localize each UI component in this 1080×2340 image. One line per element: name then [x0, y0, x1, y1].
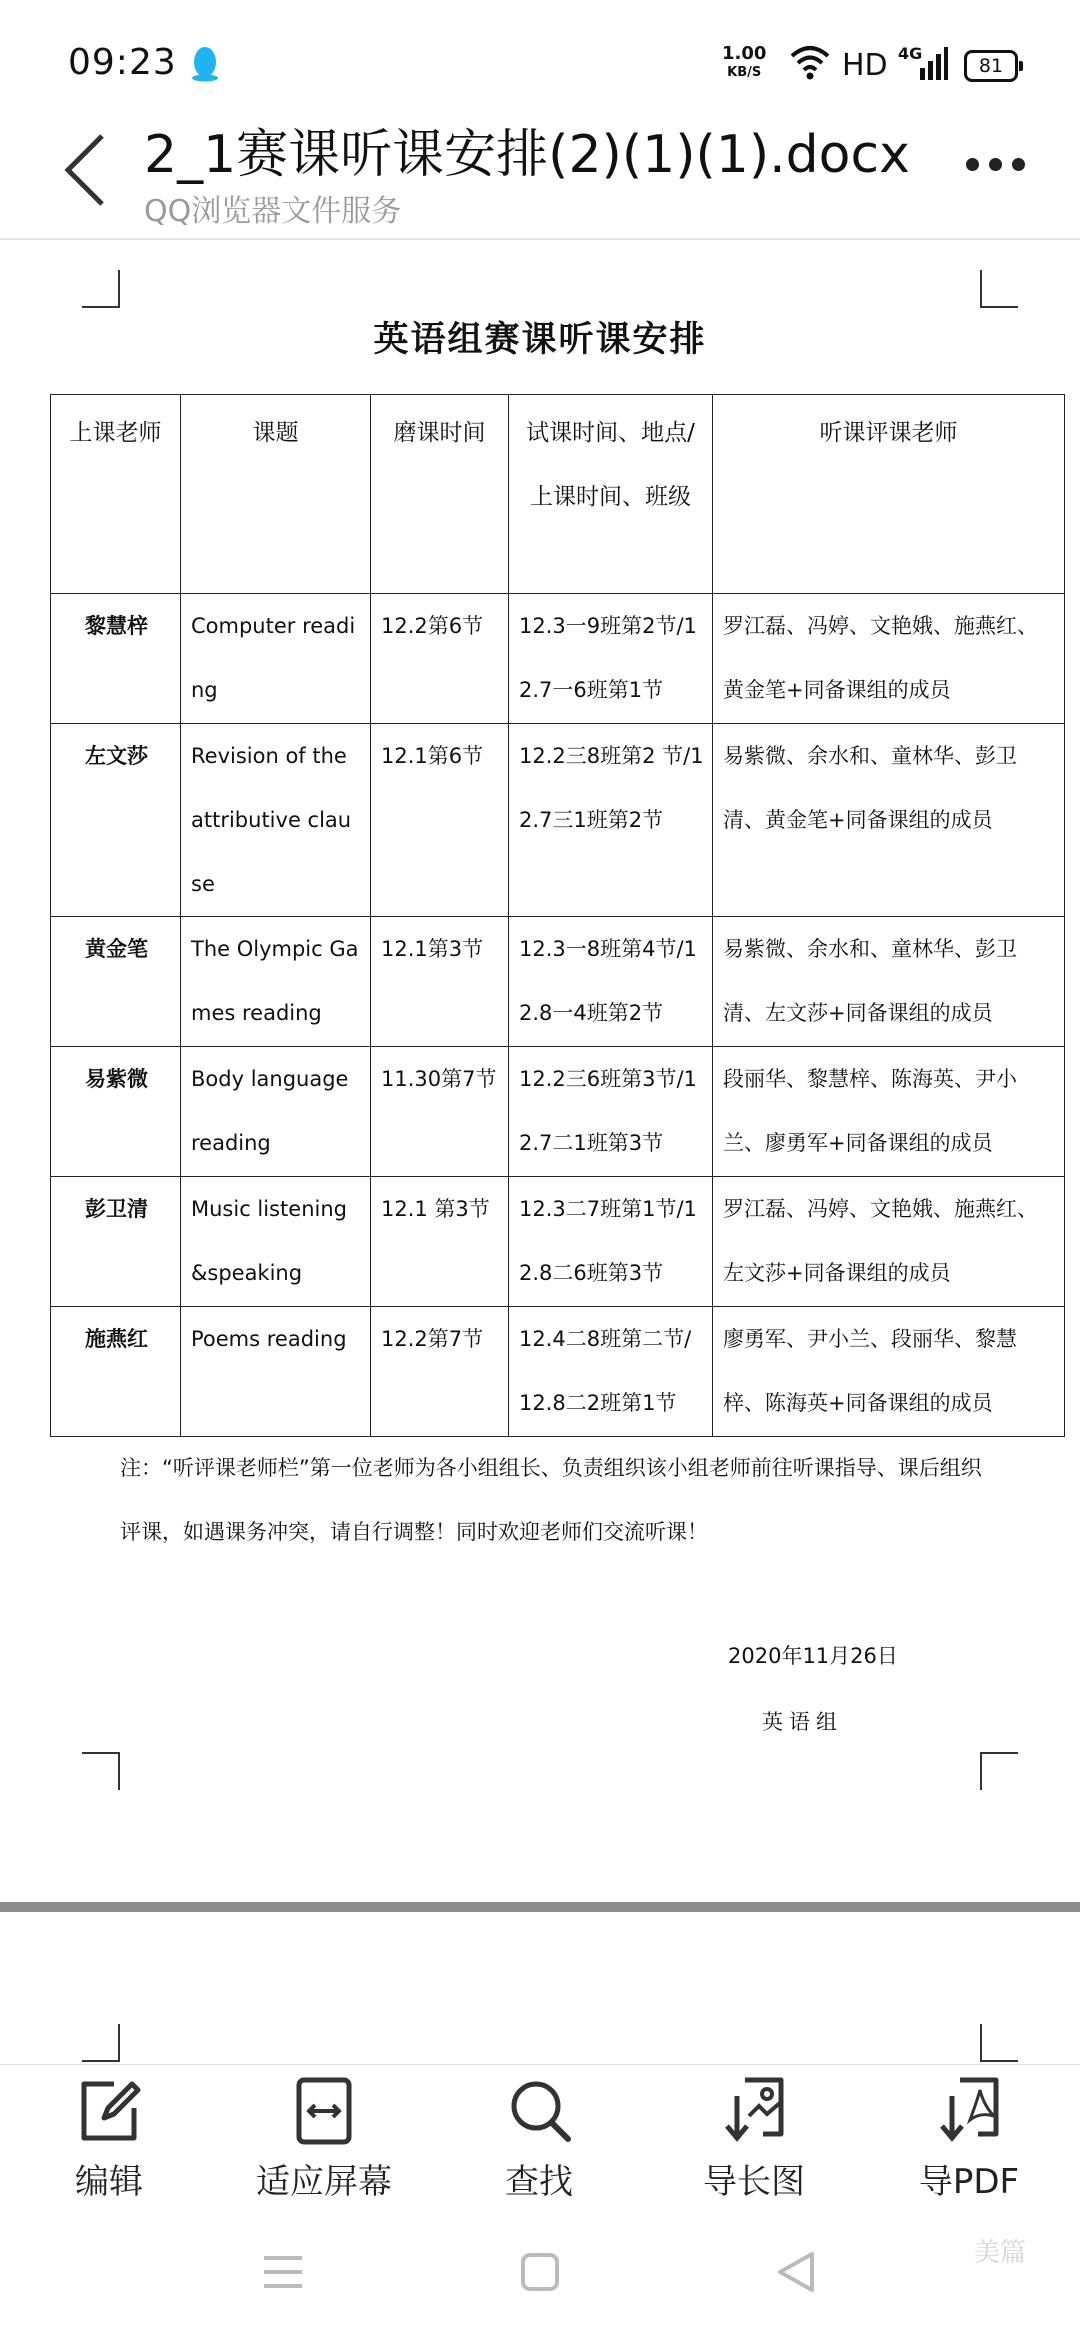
- column-header: 试课时间、地点/上课时间、班级: [509, 395, 713, 594]
- teacher-cell: 彭卫清: [51, 1177, 181, 1307]
- trial-time-cell: 12.3二7班第1节/12.8二6班第3节: [509, 1177, 713, 1307]
- topic-cell: Body language reading: [181, 1047, 371, 1177]
- grind-time-cell: 12.2第6节: [371, 594, 509, 724]
- page-corner-mark: [82, 1752, 120, 1790]
- clock: 09:23: [68, 42, 177, 83]
- search-icon: [504, 2076, 574, 2146]
- grind-time-cell: 12.1第6节: [371, 724, 509, 917]
- battery-icon: [964, 50, 1018, 82]
- table-row: [51, 594, 1065, 724]
- page-corner-mark: [980, 2024, 1018, 2062]
- status-bar: [0, 0, 1080, 120]
- export-pdf-label: 导PDF: [918, 2162, 1020, 2202]
- network-speed: [722, 44, 766, 82]
- more-dots-icon[interactable]: [966, 158, 1026, 172]
- edit-button[interactable]: [34, 2076, 184, 2206]
- table-row: [51, 917, 1065, 1047]
- table-row: [51, 1177, 1065, 1307]
- schedule-table: [50, 394, 1065, 1437]
- document-note: 注：“听评课老师栏”第一位老师为各小组组长、负责组织该小组老师前往听课指导、课后组织评课，如遇课务冲突，请自行调整！同时欢迎老师们交流听课！: [120, 1456, 982, 1544]
- export-long-image-button[interactable]: [679, 2076, 829, 2206]
- fit-screen-label: 适应屏幕: [256, 2162, 392, 2202]
- listeners-cell: 罗江磊、冯婷、文艳娥、施燕红、左文莎+同备课组的成员: [713, 1177, 1065, 1307]
- document-filename: 2_1赛课听课安排(2)(1)(1).docx: [144, 125, 910, 185]
- network-type: 4G: [898, 44, 923, 63]
- listeners-cell: 易紫微、余水和、童林华、彭卫清、左文莎+同备课组的成员: [713, 917, 1065, 1047]
- listeners-cell: 段丽华、黎慧梓、陈海英、尹小兰、廖勇军+同备课组的成员: [713, 1047, 1065, 1177]
- network-speed-value: 1.00: [722, 43, 767, 64]
- table-row: [51, 724, 1065, 917]
- hd-indicator: HD: [842, 48, 888, 83]
- teacher-cell: 施燕红: [51, 1307, 181, 1437]
- listeners-cell: 罗江磊、冯婷、文艳娥、施燕红、黄金笔+同备课组的成员: [713, 594, 1065, 724]
- teacher-cell: 黎慧梓: [51, 594, 181, 724]
- grind-time-cell: 12.1 第3节: [371, 1177, 509, 1307]
- grind-time-cell: 12.1第3节: [371, 917, 509, 1047]
- signal-icon: [898, 44, 948, 84]
- toolbar-divider: [0, 2064, 1080, 2065]
- column-header: 上课老师: [51, 395, 181, 594]
- edit-icon: [74, 2076, 144, 2146]
- column-header: 听课评课老师: [713, 395, 1065, 594]
- trial-time-cell: 12.3一9班第2节/12.7一6班第1节: [509, 594, 713, 724]
- teacher-cell: 黄金笔: [51, 917, 181, 1047]
- page-separator: [0, 1902, 1080, 1912]
- topic-cell: Music listening&speaking: [181, 1177, 371, 1307]
- topic-cell: Poems reading: [181, 1307, 371, 1437]
- listeners-cell: 廖勇军、尹小兰、段丽华、黎慧梓、陈海英+同备课组的成员: [713, 1307, 1065, 1437]
- page-corner-mark: [980, 1752, 1018, 1790]
- page-corner-mark: [980, 270, 1018, 308]
- grind-time-cell: 12.2第7节: [371, 1307, 509, 1437]
- system-nav-bar: [0, 2230, 1080, 2340]
- qq-penguin-icon: [190, 44, 220, 82]
- network-speed-unit: KB/S: [727, 65, 762, 80]
- page-corner-mark: [82, 270, 120, 308]
- table-row: [51, 1047, 1065, 1177]
- menu-icon[interactable]: [262, 2252, 304, 2292]
- topic-cell: Computer reading: [181, 594, 371, 724]
- back-triangle-icon[interactable]: [776, 2250, 816, 2294]
- watermark-logo: 美篇: [974, 2238, 1027, 2268]
- home-icon[interactable]: [520, 2252, 560, 2292]
- table-row: [51, 1307, 1065, 1437]
- teacher-cell: 易紫微: [51, 1047, 181, 1177]
- wifi-icon: [790, 44, 830, 80]
- topic-cell: The Olympic Games reading: [181, 917, 371, 1047]
- search-label: 查找: [505, 2162, 573, 2202]
- table-header-row: [51, 395, 1065, 594]
- header-divider: [0, 238, 1080, 240]
- edit-label: 编辑: [75, 2162, 143, 2202]
- chevron-left-icon[interactable]: [62, 132, 110, 208]
- export-pdf-button[interactable]: [894, 2076, 1044, 2206]
- grind-time-cell: 11.30第7节: [371, 1047, 509, 1177]
- search-button[interactable]: [464, 2076, 614, 2206]
- document-date: 2020年11月26日: [728, 1644, 898, 1668]
- export-pdf-icon: [934, 2076, 1004, 2146]
- document-signature-group: 英语组: [762, 1710, 843, 1734]
- trial-time-cell: 12.3一8班第4节/12.8一4班第2节: [509, 917, 713, 1047]
- battery-level: 81: [978, 55, 1004, 77]
- trial-time-cell: 12.2三8班第2 节/12.7三1班第2节: [509, 724, 713, 917]
- fit-screen-button[interactable]: [249, 2076, 399, 2206]
- export-long-image-icon: [719, 2076, 789, 2146]
- trial-time-cell: 12.2三6班第3节/12.7二1班第3节: [509, 1047, 713, 1177]
- topic-cell: Revision of the attributive clause: [181, 724, 371, 917]
- page-corner-mark: [82, 2024, 120, 2062]
- column-header: 磨课时间: [371, 395, 509, 594]
- column-header: 课题: [181, 395, 371, 594]
- trial-time-cell: 12.4二8班第二节/12.8二2班第1节: [509, 1307, 713, 1437]
- fit-screen-icon: [289, 2076, 359, 2146]
- service-subtitle: QQ浏览器文件服务: [144, 194, 402, 229]
- export-long-image-label: 导长图: [703, 2162, 805, 2202]
- teacher-cell: 左文莎: [51, 724, 181, 917]
- listeners-cell: 易紫微、余水和、童林华、彭卫清、黄金笔+同备课组的成员: [713, 724, 1065, 917]
- document-title: 英语组赛课听课安排: [373, 320, 707, 360]
